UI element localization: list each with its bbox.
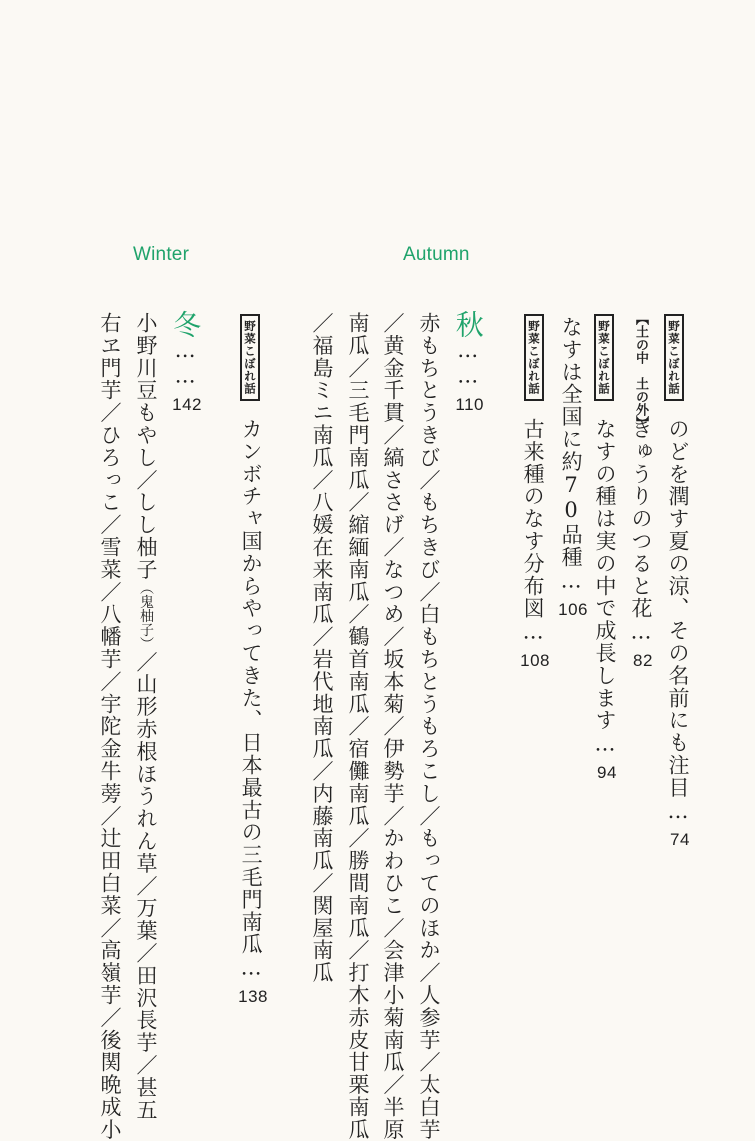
winter-heading[interactable]	[166, 310, 203, 419]
column-tag: 野菜こぼれ話	[664, 314, 684, 401]
column-tag: 野菜こぼれ話	[594, 314, 614, 401]
toc-entry-title: きゅうりのつると花…	[629, 418, 653, 645]
toc-entry-title: のどを潤す夏の涼、その名前にも注目…	[666, 418, 690, 825]
vegetable-list-line: 右ヱ門芋／ひろっこ／雪菜／八幡芋／宇陀金牛蒡／辻田白菜／高嶺芋／後関晩成小	[98, 312, 122, 1141]
vegetable-list-line: 赤もちとうきび／もちきび／白もちとうもろこし／もってのほか／人参芋／太白芋	[417, 312, 441, 1141]
toc-entry[interactable]	[518, 418, 548, 675]
page-number: 108	[520, 651, 550, 670]
page-number: 142	[172, 394, 202, 414]
season-label-winter: Winter	[133, 244, 190, 265]
leader-dots: ……	[173, 338, 198, 389]
toc-entry-title: 古来種のなす分布図…	[521, 418, 546, 645]
section-bracket-label: 【土の中 土の外】	[633, 312, 648, 429]
vegetable-list-line: ／福島ミニ南瓜／八媛在来南瓜／岩代地南瓜／内藤南瓜／関屋南瓜	[310, 312, 334, 984]
page-number: 94	[597, 763, 617, 782]
vegetable-list-line	[130, 312, 160, 1121]
season-heading-winter: 冬	[169, 310, 203, 338]
column-tag: 野菜こぼれ話	[240, 314, 260, 401]
toc-entry-title: カンボチャ国からやってきた、日本最古の三毛門南瓜…	[239, 418, 264, 981]
toc-entry-title: なすの種は実の中で成長します…	[593, 418, 617, 757]
page-number: 82	[633, 651, 653, 670]
vegetable-list-line: ／黄金千貫／縞ささげ／なつめ／坂本菊／伊勢芋／かわひこ／会津小菊南瓜／半原	[381, 312, 405, 1141]
season-label-autumn: Autumn	[403, 244, 470, 265]
page-number: 106	[558, 599, 588, 619]
season-heading-autumn: 秋	[451, 310, 485, 338]
toc-entry-title: なすは全国に約70品種…	[559, 316, 584, 594]
toc-entry[interactable]	[662, 418, 692, 854]
vegetable-list-text: ／山形赤根ほうれん草／万葉／田沢長芋／甚五	[134, 650, 158, 1122]
toc-entry[interactable]	[625, 418, 655, 675]
vegetable-list-text: 小野川豆もやし／しし柚子	[134, 312, 158, 581]
toc-entry[interactable]	[556, 316, 586, 624]
column-tag: 野菜こぼれ話	[524, 314, 544, 401]
toc-entry[interactable]	[589, 418, 619, 787]
vegetable-note: （鬼柚子）	[138, 580, 154, 651]
toc-entry[interactable]	[236, 418, 266, 1011]
vegetable-list-line: 南瓜／三毛門南瓜／縮緬南瓜／鶴首南瓜／宿儺南瓜／勝間南瓜／打木赤皮甘栗南瓜	[346, 312, 370, 1141]
page-number: 74	[670, 830, 690, 850]
leader-dots: ……	[455, 338, 480, 389]
autumn-heading[interactable]	[448, 310, 485, 419]
page-number: 138	[238, 987, 268, 1006]
page-number: 110	[455, 394, 484, 414]
